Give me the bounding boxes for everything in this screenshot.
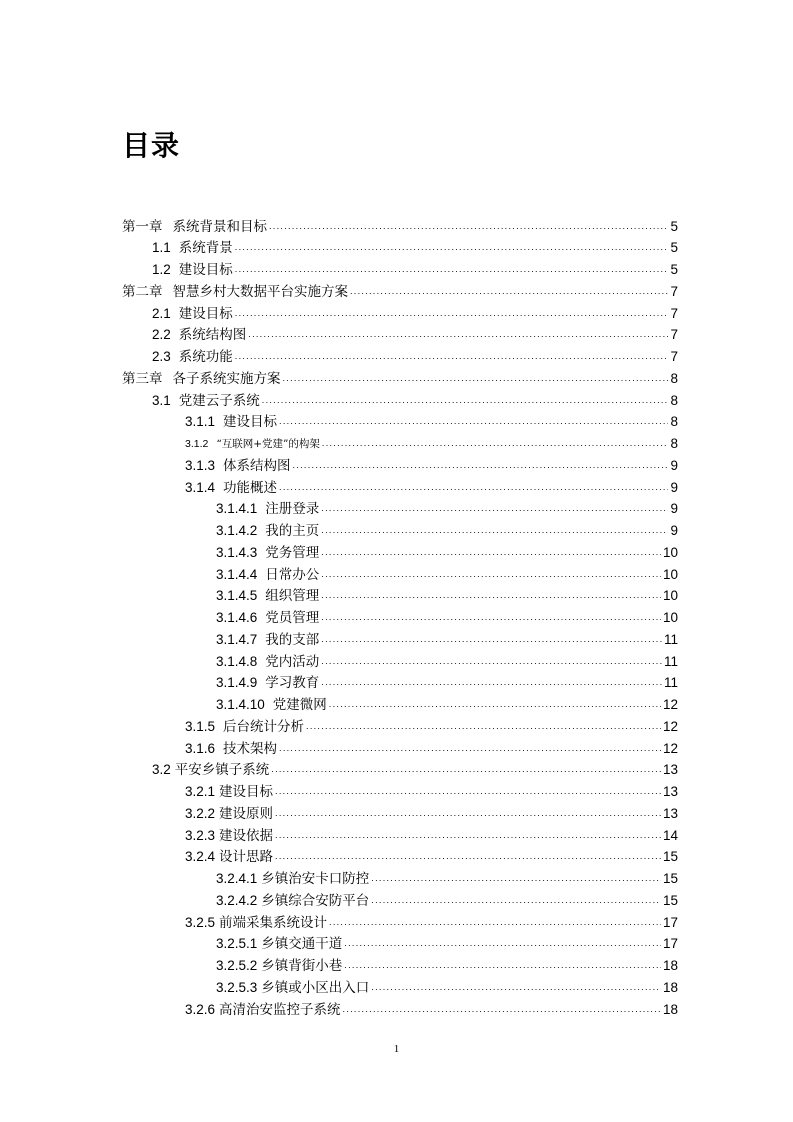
dot-leader (329, 914, 661, 932)
toc-entry-title: 建设目标 (178, 262, 233, 279)
toc-entry-title: 平安乡镇子系统 (174, 762, 270, 779)
toc-entry-number: 3.2.5.1 (216, 936, 258, 952)
toc-entry-title: 党务管理 (265, 544, 320, 561)
toc-entry-title: 系统结构图 (178, 327, 247, 344)
toc-entry[interactable] (216, 867, 678, 889)
toc-entry-title: 前端采集系统设计 (219, 914, 328, 931)
toc-entry-page: 10 (662, 544, 678, 560)
toc-entry[interactable] (216, 932, 678, 954)
toc-entry-page: 18 (662, 958, 678, 974)
toc-entry-number: 3.2 (152, 762, 171, 778)
toc-entry-page: 11 (663, 675, 678, 691)
toc-entry-page: 5 (670, 240, 678, 256)
dot-leader (235, 348, 669, 366)
toc-entry-page: 10 (662, 566, 678, 582)
toc-entry-page: 10 (662, 610, 678, 626)
toc-entry-title: 党建云子系统 (178, 392, 260, 409)
toc-entry-number: 3.1.1 (185, 414, 216, 430)
toc-entry-number: 3.1.4.5 (216, 588, 258, 604)
toc-entry[interactable] (122, 279, 678, 301)
dot-leader (343, 1001, 661, 1019)
toc-entry-number: 3.1.4.6 (216, 610, 258, 626)
toc-entry-number: 2.3 (152, 349, 171, 365)
dot-leader (279, 740, 661, 758)
toc-entry-page: 17 (662, 936, 678, 952)
toc-entry[interactable] (216, 519, 678, 541)
toc-entry-title: 党内活动 (265, 653, 320, 670)
toc-entry[interactable] (216, 627, 678, 649)
toc-entry[interactable] (185, 432, 678, 454)
toc-entry-title: 后台统计分析 (223, 718, 305, 735)
toc-entry-page: 7 (670, 305, 678, 321)
dot-leader (262, 392, 669, 410)
toc-entry-page: 7 (670, 283, 678, 299)
page-number: 1 (393, 1043, 400, 1055)
toc-title: 目录 (122, 129, 181, 162)
toc-entry[interactable] (216, 606, 678, 628)
toc-entry[interactable] (185, 453, 678, 475)
toc-entry-title: 党员管理 (265, 610, 320, 627)
toc-entry[interactable] (216, 497, 678, 519)
dot-leader (321, 631, 662, 649)
toc-entry-title: 建设目标 (223, 414, 278, 431)
toc-entry-number: 3.2.4.1 (216, 871, 258, 887)
toc-entry-page: 12 (662, 740, 678, 756)
toc-entry-page: 13 (662, 805, 678, 821)
dot-leader (321, 566, 661, 584)
dot-leader (371, 892, 661, 910)
toc-entry-title: 建设目标 (219, 784, 274, 801)
toc-entry-title: 我的支部 (265, 631, 320, 648)
dot-leader (283, 370, 669, 388)
toc-entry-number: 3.1.4.2 (216, 523, 258, 539)
toc-entry-title: 组织管理 (265, 588, 320, 605)
toc-entry-number: 3.1.4.4 (216, 566, 258, 582)
toc-entry-title: 建设原则 (219, 805, 274, 822)
toc-entry-number: 3.2.2 (185, 805, 216, 821)
dot-leader (321, 587, 661, 605)
toc-entry-number: 1.2 (152, 262, 171, 278)
toc-entry-title: 学习教育 (265, 675, 320, 692)
toc-entry-page: 9 (670, 501, 678, 517)
toc-entry[interactable] (152, 301, 678, 323)
toc-entry-number: 1.1 (152, 240, 171, 256)
toc-entry-page: 14 (662, 827, 678, 843)
toc-entry-page: 11 (663, 631, 678, 647)
toc-entry-page: 8 (670, 436, 678, 452)
dot-leader (235, 239, 669, 257)
dot-leader (293, 457, 669, 475)
toc-entry-title: 党建微网 (272, 697, 327, 714)
toc-entry[interactable] (152, 258, 678, 280)
toc-entry-number: 3.2.1 (185, 784, 216, 800)
dot-leader (279, 413, 668, 431)
toc-entry-number: 3.1.4.9 (216, 675, 258, 691)
toc-entry-page: 15 (662, 892, 678, 908)
toc-entry-title: 乡镇交通干道 (261, 936, 343, 953)
dot-leader (235, 261, 669, 279)
toc-entry[interactable] (152, 323, 678, 345)
dot-leader (279, 479, 668, 497)
toc-entry-number: 3.2.5.3 (216, 979, 258, 995)
dot-leader (322, 435, 669, 453)
toc-entry[interactable] (216, 888, 678, 910)
toc-entry-title: 各子系统实施方案 (172, 370, 281, 387)
toc-entry-page: 10 (662, 588, 678, 604)
dot-leader (350, 283, 668, 301)
toc-entry-number: 3.1 (152, 392, 171, 408)
toc-entry-page: 17 (662, 914, 678, 930)
dot-leader (321, 544, 661, 562)
dot-leader (321, 653, 662, 671)
dot-leader (329, 696, 661, 714)
toc-entry-page: 12 (662, 697, 678, 713)
toc-entry-title: 乡镇背街小巷 (261, 958, 343, 975)
toc-entry-page: 5 (670, 262, 678, 278)
dot-leader (344, 935, 661, 953)
toc-entry-page: 8 (670, 414, 678, 430)
toc-entry-number: 3.1.4 (185, 479, 216, 495)
toc-entry-number: 3.2.6 (185, 1001, 216, 1017)
toc-entry-page: 9 (670, 523, 678, 539)
toc-entry-number: 3.1.6 (185, 740, 216, 756)
toc-entry[interactable] (185, 780, 678, 802)
toc-entry[interactable] (216, 562, 678, 584)
toc-entry[interactable] (185, 714, 678, 736)
toc-entry-title: 系统功能 (178, 349, 233, 366)
toc-entry[interactable] (216, 584, 678, 606)
toc-entry-number: 3.1.5 (185, 718, 216, 734)
toc-entry-number: 3.1.2 (185, 438, 209, 451)
toc-entry-number: 3.2.4 (185, 849, 216, 865)
toc-entry-title: 建设目标 (178, 305, 233, 322)
toc-entry[interactable] (216, 693, 678, 715)
toc-entry-page: 13 (662, 784, 678, 800)
toc-entry-title: 系统背景和目标 (172, 218, 267, 235)
toc-entry[interactable] (185, 475, 678, 497)
toc-entry-number: 3.1.4.7 (216, 631, 258, 647)
toc-entry[interactable] (152, 345, 678, 367)
toc-entry-title: 智慧乡村大数据平台实施方案 (172, 283, 348, 300)
toc-entry-page: 15 (662, 849, 678, 865)
dot-leader (248, 326, 668, 344)
toc-entry-title: 技术架构 (223, 740, 278, 757)
toc-entry-number: 3.2.5.2 (216, 958, 258, 974)
toc-entry[interactable] (185, 910, 678, 932)
dot-leader (275, 783, 661, 801)
toc-entry-title: 体系结构图 (223, 457, 291, 474)
toc-entry-page: 11 (663, 653, 678, 669)
dot-leader (275, 827, 661, 845)
toc-entry-title: 乡镇综合安防平台 (261, 892, 370, 909)
toc-entry[interactable] (216, 671, 678, 693)
dot-leader (321, 522, 668, 540)
toc-entry-number: 3.2.4.2 (216, 892, 258, 908)
dot-leader (275, 848, 661, 866)
dot-leader (306, 718, 661, 736)
toc-entry-page: 18 (662, 979, 678, 995)
toc-entry-page: 18 (662, 1001, 678, 1017)
toc-entry-title: 功能概述 (223, 479, 278, 496)
toc-entry-number: 3.2.3 (185, 827, 216, 843)
toc-entry-number: 第三章 (122, 370, 163, 386)
dot-leader (321, 674, 662, 692)
dot-leader (371, 870, 661, 888)
toc-entry[interactable] (152, 758, 678, 780)
toc-entry-title: 设计思路 (219, 849, 274, 866)
toc-entry[interactable] (185, 801, 678, 823)
toc-entry[interactable] (152, 388, 678, 410)
dot-leader (371, 979, 661, 997)
toc-entry-title: 建设依据 (219, 827, 274, 844)
toc-entry-title: 我的主页 (265, 523, 320, 540)
toc-entry[interactable] (185, 997, 678, 1019)
dot-leader (235, 305, 669, 323)
toc-entry-page: 9 (670, 457, 678, 473)
toc-entry-number: 3.1.3 (185, 457, 216, 473)
toc-entry-title: 乡镇治安卡口防控 (261, 871, 370, 888)
toc-entry-number: 3.1.4.8 (216, 653, 258, 669)
dot-leader (275, 805, 661, 823)
toc-entry-page: 12 (662, 718, 678, 734)
dot-leader (321, 609, 661, 627)
toc-entry-number: 3.1.4.10 (216, 697, 265, 713)
toc-entry-page: 5 (670, 218, 678, 234)
toc-entry-title: 日常办公 (265, 566, 320, 583)
toc-entry-title: 高清治安监控子系统 (219, 1001, 341, 1018)
toc-entry-number: 2.2 (152, 327, 171, 343)
toc-entry[interactable] (216, 975, 678, 997)
toc-entry-number: 3.1.4.3 (216, 544, 258, 560)
toc-entry[interactable] (216, 954, 678, 976)
dot-leader (344, 957, 661, 975)
toc-entry-number: 3.1.4.1 (216, 501, 258, 517)
toc-entry-title: 乡镇或小区出入口 (261, 979, 370, 996)
dot-leader (271, 761, 661, 779)
toc-entry-page: 13 (662, 762, 678, 778)
toc-entry[interactable] (185, 845, 678, 867)
toc-entry[interactable] (216, 649, 678, 671)
dot-leader (321, 500, 668, 518)
toc-entry[interactable] (152, 236, 678, 258)
toc-entry[interactable] (216, 540, 678, 562)
toc-entry-page: 7 (670, 327, 678, 343)
toc-entry[interactable] (185, 736, 678, 758)
toc-entry-title: “互联网+党建”的构架 (216, 438, 320, 451)
toc-entry-number: 第一章 (122, 218, 163, 234)
toc-entry-page: 15 (662, 871, 678, 887)
toc-entry[interactable] (185, 823, 678, 845)
toc-entry-page: 8 (670, 370, 678, 386)
toc-entry-page: 8 (670, 392, 678, 408)
toc-entry[interactable] (122, 214, 678, 236)
toc-entry-number: 第二章 (122, 283, 163, 299)
toc-entry-number: 2.1 (152, 305, 171, 321)
toc-entry-page: 7 (670, 349, 678, 365)
toc-entry-title: 系统背景 (178, 240, 233, 257)
toc-entry[interactable] (185, 410, 678, 432)
toc-entry-number: 3.2.5 (185, 914, 216, 930)
toc-entry-page: 9 (670, 479, 678, 495)
dot-leader (269, 218, 668, 236)
toc-entry-title: 注册登录 (265, 501, 320, 518)
toc-entry[interactable] (122, 366, 678, 388)
